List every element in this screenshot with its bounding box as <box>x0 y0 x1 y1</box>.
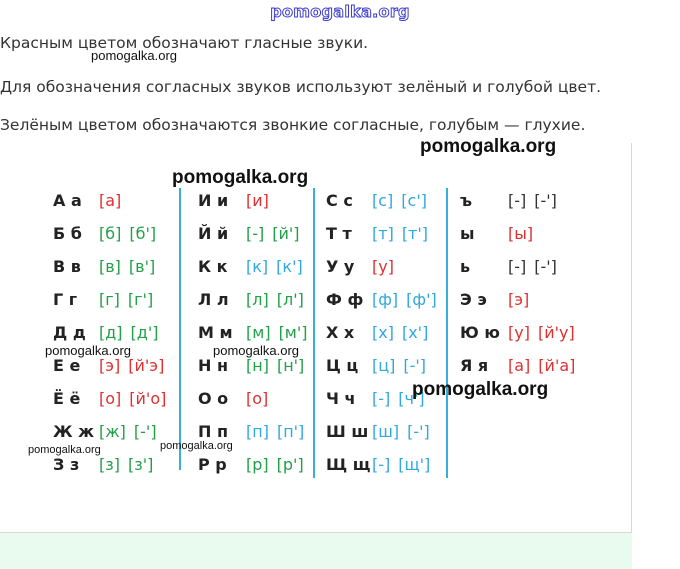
letter-row <box>326 290 437 309</box>
letter-label: З з <box>53 455 80 474</box>
letter-label: Т т <box>326 224 352 243</box>
letter-row <box>460 323 575 342</box>
transcription: [т] <box>372 224 394 243</box>
transcription: [ф'] <box>406 290 437 309</box>
transcription: [п'] <box>276 422 305 441</box>
letter-row <box>53 191 121 210</box>
letter-row <box>198 389 268 408</box>
letter-label: У у <box>326 257 355 276</box>
letter-row <box>53 389 166 408</box>
letter-row <box>198 224 300 243</box>
letter-row <box>198 356 304 375</box>
site-title[interactable]: pomogalka.org <box>270 2 410 21</box>
transcription: [г] <box>99 290 120 309</box>
transcription: [н'] <box>276 356 305 375</box>
transcription: [с'] <box>401 191 427 210</box>
letter-row <box>53 257 155 276</box>
letter-label: Щ щ <box>326 455 371 474</box>
column-divider <box>313 188 315 478</box>
watermark: pomogalka.org <box>213 343 299 358</box>
footer-band <box>0 533 632 569</box>
transcription: [б'] <box>129 224 157 243</box>
letter-label: С с <box>326 191 353 210</box>
letter-row <box>460 290 529 309</box>
letter-row <box>198 422 304 441</box>
transcription: [й'о] <box>129 389 167 408</box>
transcription: [х] <box>372 323 394 342</box>
letter-row <box>326 323 428 342</box>
transcription: [-] <box>372 455 391 474</box>
letter-row <box>53 455 153 474</box>
letter-label: Х х <box>326 323 355 342</box>
intro-consonants-text: Для обозначения согласных звуков используют зелёный и голубой цвет. <box>0 78 602 96</box>
letter-label: П п <box>198 422 229 441</box>
letter-label: Е е <box>53 356 81 375</box>
transcription: [а] <box>99 191 122 210</box>
letter-label: А а <box>53 191 82 210</box>
transcription: [л'] <box>276 290 304 309</box>
letter-label: Ю ю <box>460 323 500 342</box>
transcription: [ф] <box>372 290 399 309</box>
letter-label: Б б <box>53 224 82 243</box>
transcription: [р] <box>246 455 269 474</box>
letter-row <box>326 191 427 210</box>
letter-label: Ц ц <box>326 356 359 375</box>
letter-row <box>326 257 394 276</box>
transcription: [й'] <box>272 224 300 243</box>
transcription: [ы] <box>508 224 534 243</box>
letter-label: Н н <box>198 356 229 375</box>
letter-label: Р р <box>198 455 227 474</box>
transcription: [у] <box>508 323 530 342</box>
letter-row <box>326 356 426 375</box>
transcription: [э] <box>508 290 530 309</box>
letter-label: М м <box>198 323 233 342</box>
transcription: [к'] <box>276 257 303 276</box>
letter-row <box>53 422 157 441</box>
letter-row <box>326 455 430 474</box>
letter-row <box>198 191 269 210</box>
letter-row <box>53 224 156 243</box>
letter-row <box>326 422 430 441</box>
watermark: pomogalka.org <box>45 343 131 358</box>
letter-label: Ж ж <box>53 422 95 441</box>
letter-row <box>198 323 308 342</box>
transcription: [щ'] <box>398 455 431 474</box>
transcription: [б] <box>99 224 122 243</box>
letter-row <box>460 356 575 375</box>
letter-label: К к <box>198 257 228 276</box>
letter-label: Ё ё <box>53 389 81 408</box>
watermark: pomogalka.org <box>420 136 557 157</box>
transcription: [к] <box>246 257 269 276</box>
letter-row <box>326 224 428 243</box>
transcription: [л] <box>246 290 269 309</box>
transcription: [-'] <box>133 422 157 441</box>
transcription: [-'] <box>534 257 557 276</box>
letter-label: Г г <box>53 290 78 309</box>
transcription: [й'у] <box>537 323 575 342</box>
letter-label: В в <box>53 257 81 276</box>
column-divider <box>179 188 181 470</box>
transcription: [н] <box>246 356 269 375</box>
transcription: [й'э] <box>128 356 165 375</box>
watermark: pomogalka.org <box>91 48 177 63</box>
column-divider <box>446 188 448 478</box>
letter-label: О о <box>198 389 229 408</box>
transcription: [-] <box>508 257 527 276</box>
letter-label: Л л <box>198 290 229 309</box>
transcription: [з] <box>99 455 120 474</box>
transcription: [-'] <box>534 191 557 210</box>
letter-row <box>460 224 533 243</box>
letter-label: Ш ш <box>326 422 369 441</box>
alphabet-card <box>0 143 632 533</box>
transcription: [д'] <box>130 323 159 342</box>
transcription: [п] <box>246 422 269 441</box>
transcription: [м] <box>246 323 271 342</box>
transcription: [с] <box>372 191 394 210</box>
letter-label: ы <box>460 224 475 243</box>
letter-label: И и <box>198 191 229 210</box>
watermark: pomogalka.org <box>172 167 309 188</box>
letter-row <box>198 455 304 474</box>
watermark: pomogalka.org <box>412 379 549 400</box>
transcription: [х'] <box>401 323 429 342</box>
transcription: [й'а] <box>538 356 576 375</box>
transcription: [-] <box>508 191 527 210</box>
transcription: [г'] <box>127 290 154 309</box>
transcription: [д] <box>99 323 123 342</box>
letter-label: ь <box>460 257 471 276</box>
transcription: [ц] <box>372 356 396 375</box>
letter-row <box>460 191 557 210</box>
letter-label: Й й <box>198 224 229 243</box>
transcription: [т'] <box>401 224 429 243</box>
watermark: pomogalka.org <box>160 440 233 452</box>
transcription: [-] <box>372 389 391 408</box>
transcription: [ж] <box>99 422 126 441</box>
transcription: [-'] <box>403 356 427 375</box>
transcription: [а] <box>508 356 531 375</box>
transcription: [з'] <box>128 455 154 474</box>
letter-label: Д д <box>53 323 86 342</box>
transcription: [р'] <box>276 455 304 474</box>
watermark: pomogalka.org <box>28 444 101 456</box>
intro-vowels-text: Красным цветом обозначают гласные звуки. <box>0 34 369 52</box>
letter-label: Э э <box>460 290 487 309</box>
transcription: [м'] <box>278 323 308 342</box>
letter-row <box>460 257 557 276</box>
intro-voiced-text: Зелёным цветом обозначаются звонкие согласные, голубым — глухие. <box>0 116 586 134</box>
letter-row <box>198 257 303 276</box>
transcription: [о] <box>246 389 269 408</box>
letter-label: Я я <box>460 356 489 375</box>
transcription: [ш] <box>372 422 400 441</box>
transcription: [-'] <box>407 422 430 441</box>
letter-label: ъ <box>460 191 473 210</box>
letter-row <box>53 356 164 375</box>
letter-row <box>53 290 153 309</box>
transcription: [-] <box>246 224 265 243</box>
letter-row <box>53 323 159 342</box>
letter-label: Ф ф <box>326 290 364 309</box>
transcription: [э] <box>99 356 121 375</box>
transcription: [о] <box>99 389 122 408</box>
transcription: [ч'] <box>398 389 425 408</box>
letter-row <box>198 290 304 309</box>
transcription: [и] <box>246 191 269 210</box>
transcription: [у] <box>372 257 394 276</box>
transcription: [в'] <box>128 257 156 276</box>
transcription: [в] <box>99 257 121 276</box>
letter-row <box>326 389 425 408</box>
letter-label: Ч ч <box>326 389 356 408</box>
